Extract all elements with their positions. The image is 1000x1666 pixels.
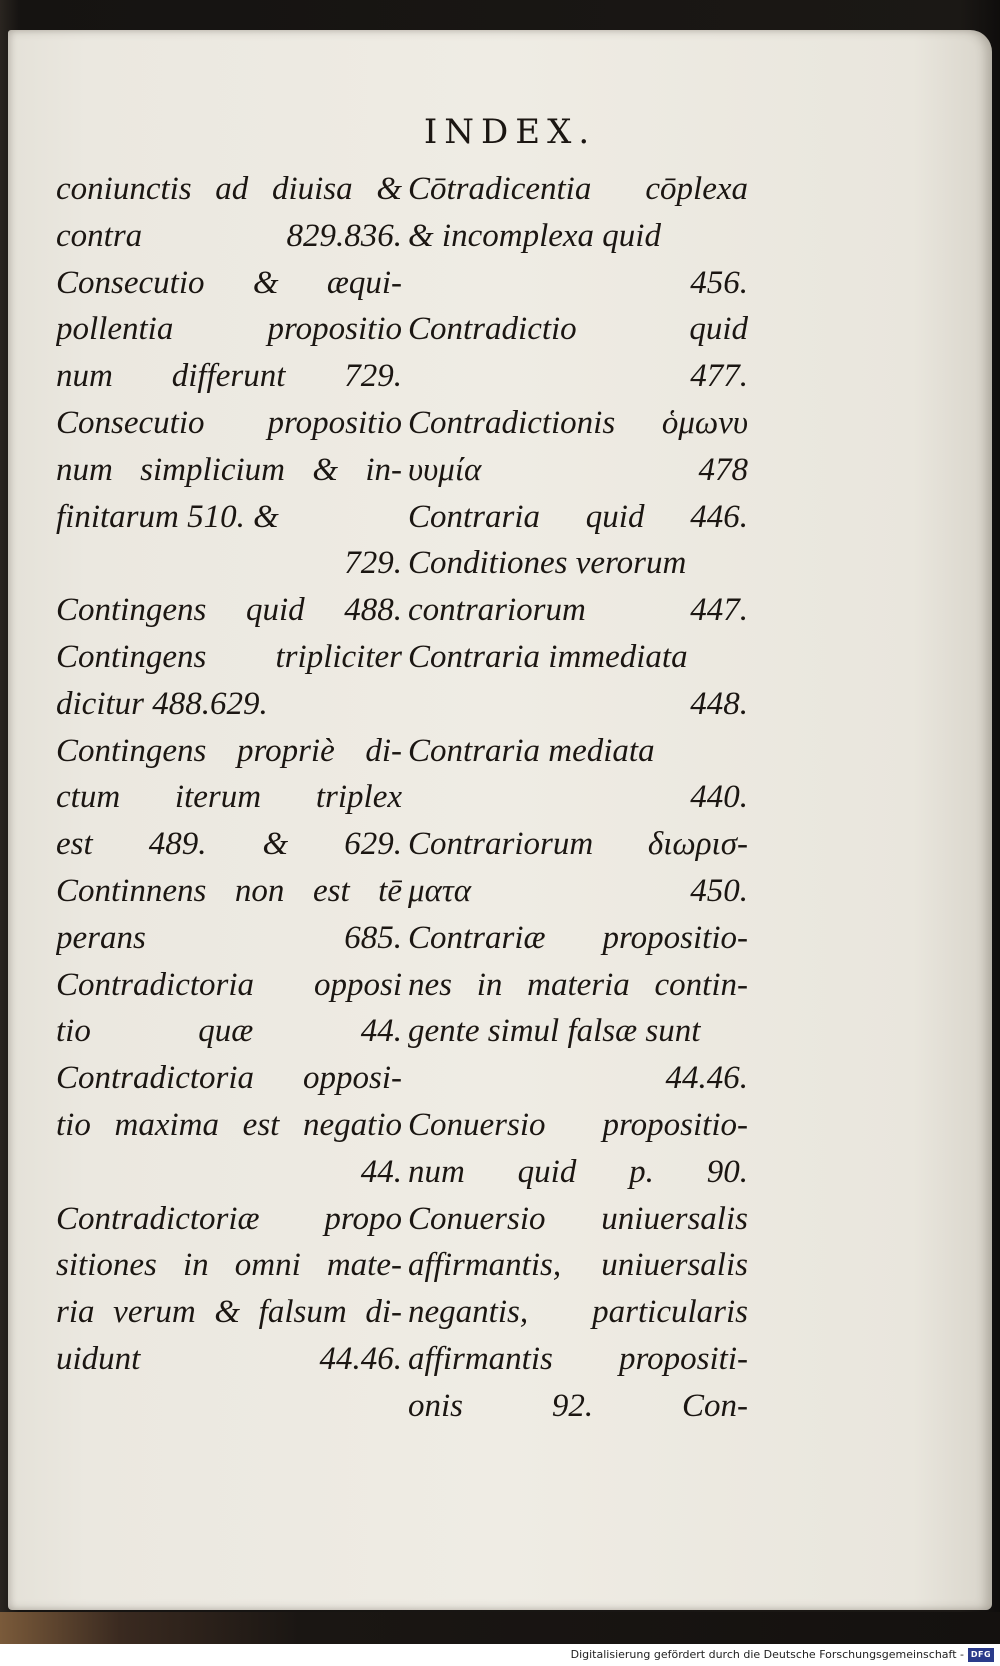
index-line: ctum iterum triplex — [56, 779, 402, 816]
index-line: Conditiones verorum — [408, 545, 687, 582]
index-line: Contraria immediata — [408, 638, 688, 675]
index-line: 44. — [360, 1153, 402, 1190]
index-line: coniunctis ad diuisa & — [56, 171, 402, 207]
index-line: perans 685. — [56, 919, 402, 956]
index-line: 440. — [690, 779, 748, 816]
index-line: pollentia propositio — [56, 311, 402, 348]
index-line: υυμία 478 — [408, 451, 748, 488]
index-line: & incomplexa quid — [408, 217, 661, 254]
index-line: gente simul falsæ sunt — [408, 1013, 701, 1050]
index-line: nes in materia contin- — [408, 966, 748, 1003]
dfg-logo-icon: DFG — [968, 1648, 994, 1662]
index-line: Consecutio & æqui- — [56, 264, 402, 301]
index-line: num quid p. 90. — [408, 1153, 748, 1190]
page-header: INDEX. — [423, 112, 597, 152]
footer-credit: Digitalisierung gefördert durch die Deutsche Forschungsgemeinschaft - — [570, 1648, 964, 1661]
index-line: Contingens tripliciter — [56, 638, 402, 675]
index-line: finitarum 510. & — [56, 498, 279, 535]
index-line: Contrariæ propositio- — [408, 919, 748, 956]
index-line: sitiones in omni mate- — [56, 1247, 402, 1284]
index-line: Contradictoria opposi- — [56, 1060, 402, 1097]
index-line: negantis, particularis — [408, 1294, 748, 1331]
index-line: uidunt 44.46. — [56, 1340, 402, 1377]
index-line: affirmantis propositi- — [408, 1340, 748, 1377]
index-line: Contraria quid 446. — [408, 498, 748, 535]
index-line: Contraria mediata — [408, 732, 655, 769]
index-line: Contrariorum διωρισ- — [408, 826, 748, 863]
index-line: Conuersio uniuersalis — [408, 1200, 748, 1237]
index-line: num simplicium & in- — [56, 451, 402, 488]
index-line: Conuersio propositio- — [408, 1106, 748, 1143]
index-line: 448. — [690, 685, 748, 722]
index-line: 729. — [344, 545, 402, 582]
index-line: onis 92. Con- — [408, 1387, 748, 1424]
index-line: contra 829.836. — [56, 217, 402, 254]
digitization-footer — [0, 1644, 1000, 1666]
index-line: ματα 450. — [408, 872, 748, 909]
index-line: num differunt 729. — [56, 358, 402, 395]
index-line: Cōtradicentia cōplexa — [408, 171, 748, 207]
index-line: dicitur 488.629. — [56, 685, 268, 722]
index-line: tio quæ 44. — [56, 1013, 402, 1050]
index-column-left — [56, 166, 402, 1383]
book-edge — [0, 1612, 1000, 1644]
index-line: ria verum & falsum di- — [56, 1294, 402, 1331]
index-line: tio maxima est negatio — [56, 1106, 402, 1143]
index-line: 477. — [690, 358, 748, 395]
index-line: 44.46. — [665, 1060, 748, 1097]
index-line: Contradictionis ὁμωνυ — [408, 404, 748, 441]
index-line: Contradictoria opposi — [56, 966, 402, 1003]
index-line: affirmantis, uniuersalis — [408, 1247, 748, 1284]
index-column-right — [408, 166, 748, 1430]
index-line: contrariorum 447. — [408, 592, 748, 629]
index-line: Contradictio quid — [408, 311, 748, 348]
index-line: 456. — [690, 264, 748, 301]
index-line: Consecutio propositio — [56, 404, 402, 441]
index-line: Contingens propriè di- — [56, 732, 402, 769]
index-line: Contradictoriæ propo — [56, 1200, 402, 1237]
index-line: Contingens quid 488. — [56, 592, 402, 629]
index-line: Continnens non est tē — [56, 872, 402, 909]
index-line: est 489. & 629. — [56, 826, 402, 863]
